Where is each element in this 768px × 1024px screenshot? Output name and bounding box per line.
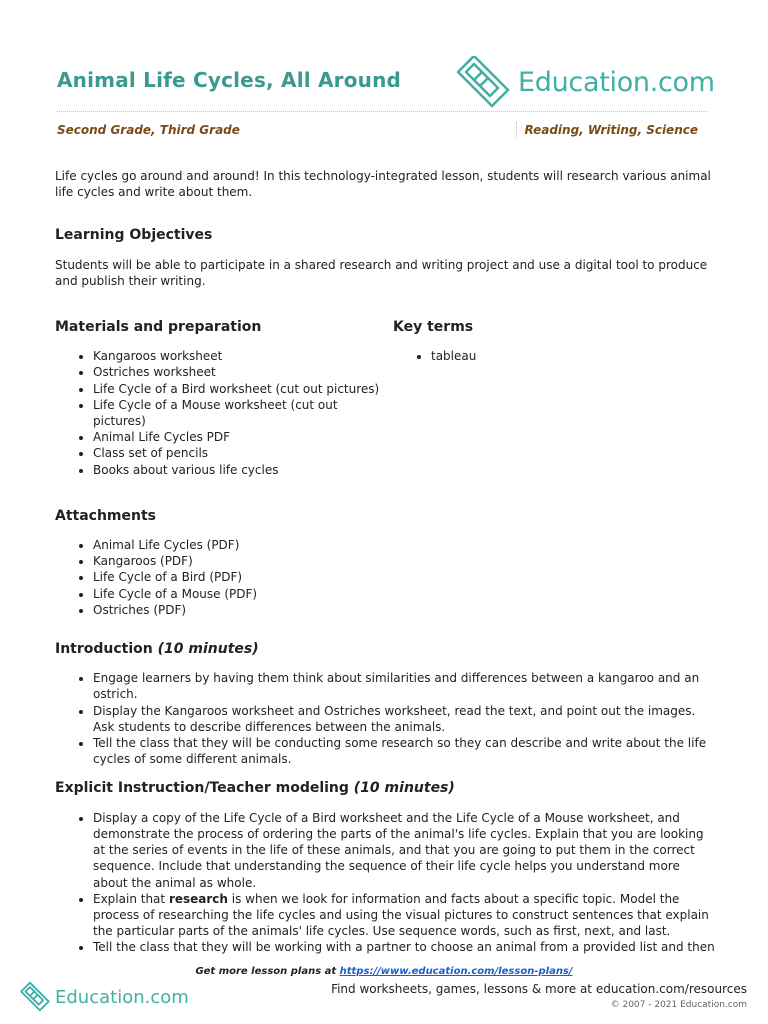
grade-level: Second Grade, Third Grade <box>57 123 240 137</box>
list-item: • Display the Kangaroos worksheet and Ostriches worksheet, read the text, and point out the images. Ask students to describe differences between the animals. <box>93 703 715 735</box>
materials-heading: Materials and preparation <box>55 319 262 336</box>
education-logo[interactable] <box>456 56 715 108</box>
materials-list <box>55 348 393 478</box>
list-item: • Class set of pencils <box>93 445 393 461</box>
list-item: • Ostriches worksheet <box>93 364 393 380</box>
footer-plans-text: Get more lesson plans at <box>195 966 340 977</box>
meta-divider <box>516 122 517 138</box>
page-title: Animal Life Cycles, All Around <box>57 68 402 92</box>
introduction-heading <box>55 641 715 657</box>
list-item: • Animal Life Cycles PDF <box>93 429 393 445</box>
attachments-heading: Attachments <box>55 507 157 524</box>
list-item: • Kangaroos worksheet <box>93 348 393 364</box>
list-item <box>93 891 715 940</box>
materials-section <box>55 319 393 478</box>
key-terms-heading: Key terms <box>393 319 474 336</box>
pencil-logo-icon <box>456 56 514 108</box>
materials-keyterms-row <box>55 319 715 478</box>
introduction-title: Introduction <box>55 641 153 658</box>
item-text-post: is when we look for information and facts about a specific topic. Model the process of researching the life cycles and using the visual pictures to construct sentences that explain the particular parts of the animals' life cycles. Use sequence words, such as first, next, and last. <box>93 891 709 939</box>
attachment-link[interactable]: • Kangaroos (PDF) <box>93 553 715 569</box>
footer-education-logo[interactable] <box>20 982 189 1012</box>
introduction-list <box>55 670 715 767</box>
intro-paragraph: Life cycles go around and around! In this technology-integrated lesson, students will research various animal life cycles and write about them. <box>55 169 711 200</box>
pencil-logo-icon <box>20 982 52 1012</box>
logo-text: Education.com <box>518 66 715 98</box>
list-item: • Engage learners by having them think about similarities and differences between a kangaroo and an ostrich. <box>93 670 715 702</box>
explicit-instruction-title: Explicit Instruction/Teacher modeling <box>55 780 349 797</box>
introduction-duration: (10 minutes) <box>157 641 259 658</box>
attachments-list <box>55 537 715 618</box>
item-text-pre: Explain that <box>93 891 169 906</box>
footer-logo-text: Education.com <box>55 986 189 1008</box>
research-term: research <box>168 891 228 906</box>
learning-objectives-heading: Learning Objectives <box>55 227 213 244</box>
attachment-link[interactable]: • Life Cycle of a Bird (PDF) <box>93 569 715 585</box>
list-item: • Life Cycle of a Mouse worksheet (cut out pictures) <box>93 397 393 429</box>
header-divider <box>57 111 708 112</box>
attachment-link[interactable]: • Animal Life Cycles (PDF) <box>93 537 715 553</box>
footer-copyright: © 2007 - 2021 Education.com <box>610 1000 747 1010</box>
attachment-link[interactable]: • Life Cycle of a Mouse (PDF) <box>93 586 715 602</box>
explicit-instruction-heading <box>55 780 715 796</box>
attachment-link[interactable]: • Ostriches (PDF) <box>93 602 715 618</box>
explicit-instruction-list <box>55 810 715 956</box>
subjects: Reading, Writing, Science <box>524 123 698 137</box>
explicit-instruction-duration: (10 minutes) <box>353 780 455 797</box>
key-terms-section <box>393 319 693 478</box>
list-item: • Tell the class that they will be working with a partner to choose an animal from a provided list and then <box>93 939 715 955</box>
list-item: • Life Cycle of a Bird worksheet (cut out pictures) <box>93 381 393 397</box>
list-item: • Books about various life cycles <box>93 462 393 478</box>
list-item: • Tell the class that they will be conducting some research so they can describe and write about the life cycles of some different animals. <box>93 735 715 767</box>
list-item: • Display a copy of the Life Cycle of a Bird worksheet and the Life Cycle of a Mouse worksheet, and demonstrate the process of ordering the parts of the animal's life cycles. Explain that you are looking at the series of events in the life of these animals, and that you are going to put them in the correct sequence. Include that understanding the sequence of their life cycle helps you understand more about the animal as whole. <box>93 810 715 891</box>
key-terms-list <box>393 348 693 364</box>
lesson-plans-link[interactable]: https://www.education.com/lesson-plans/ <box>339 966 573 977</box>
learning-objectives-text: Students will be able to participate in a shared research and writing project and use a digital tool to produce and publish their writing. <box>55 257 708 288</box>
lesson-content <box>55 168 715 956</box>
list-item: • tableau <box>431 348 693 364</box>
footer-resources-text: Find worksheets, games, lessons & more at education.com/resources <box>331 982 747 996</box>
footer-lesson-plans <box>0 966 768 977</box>
